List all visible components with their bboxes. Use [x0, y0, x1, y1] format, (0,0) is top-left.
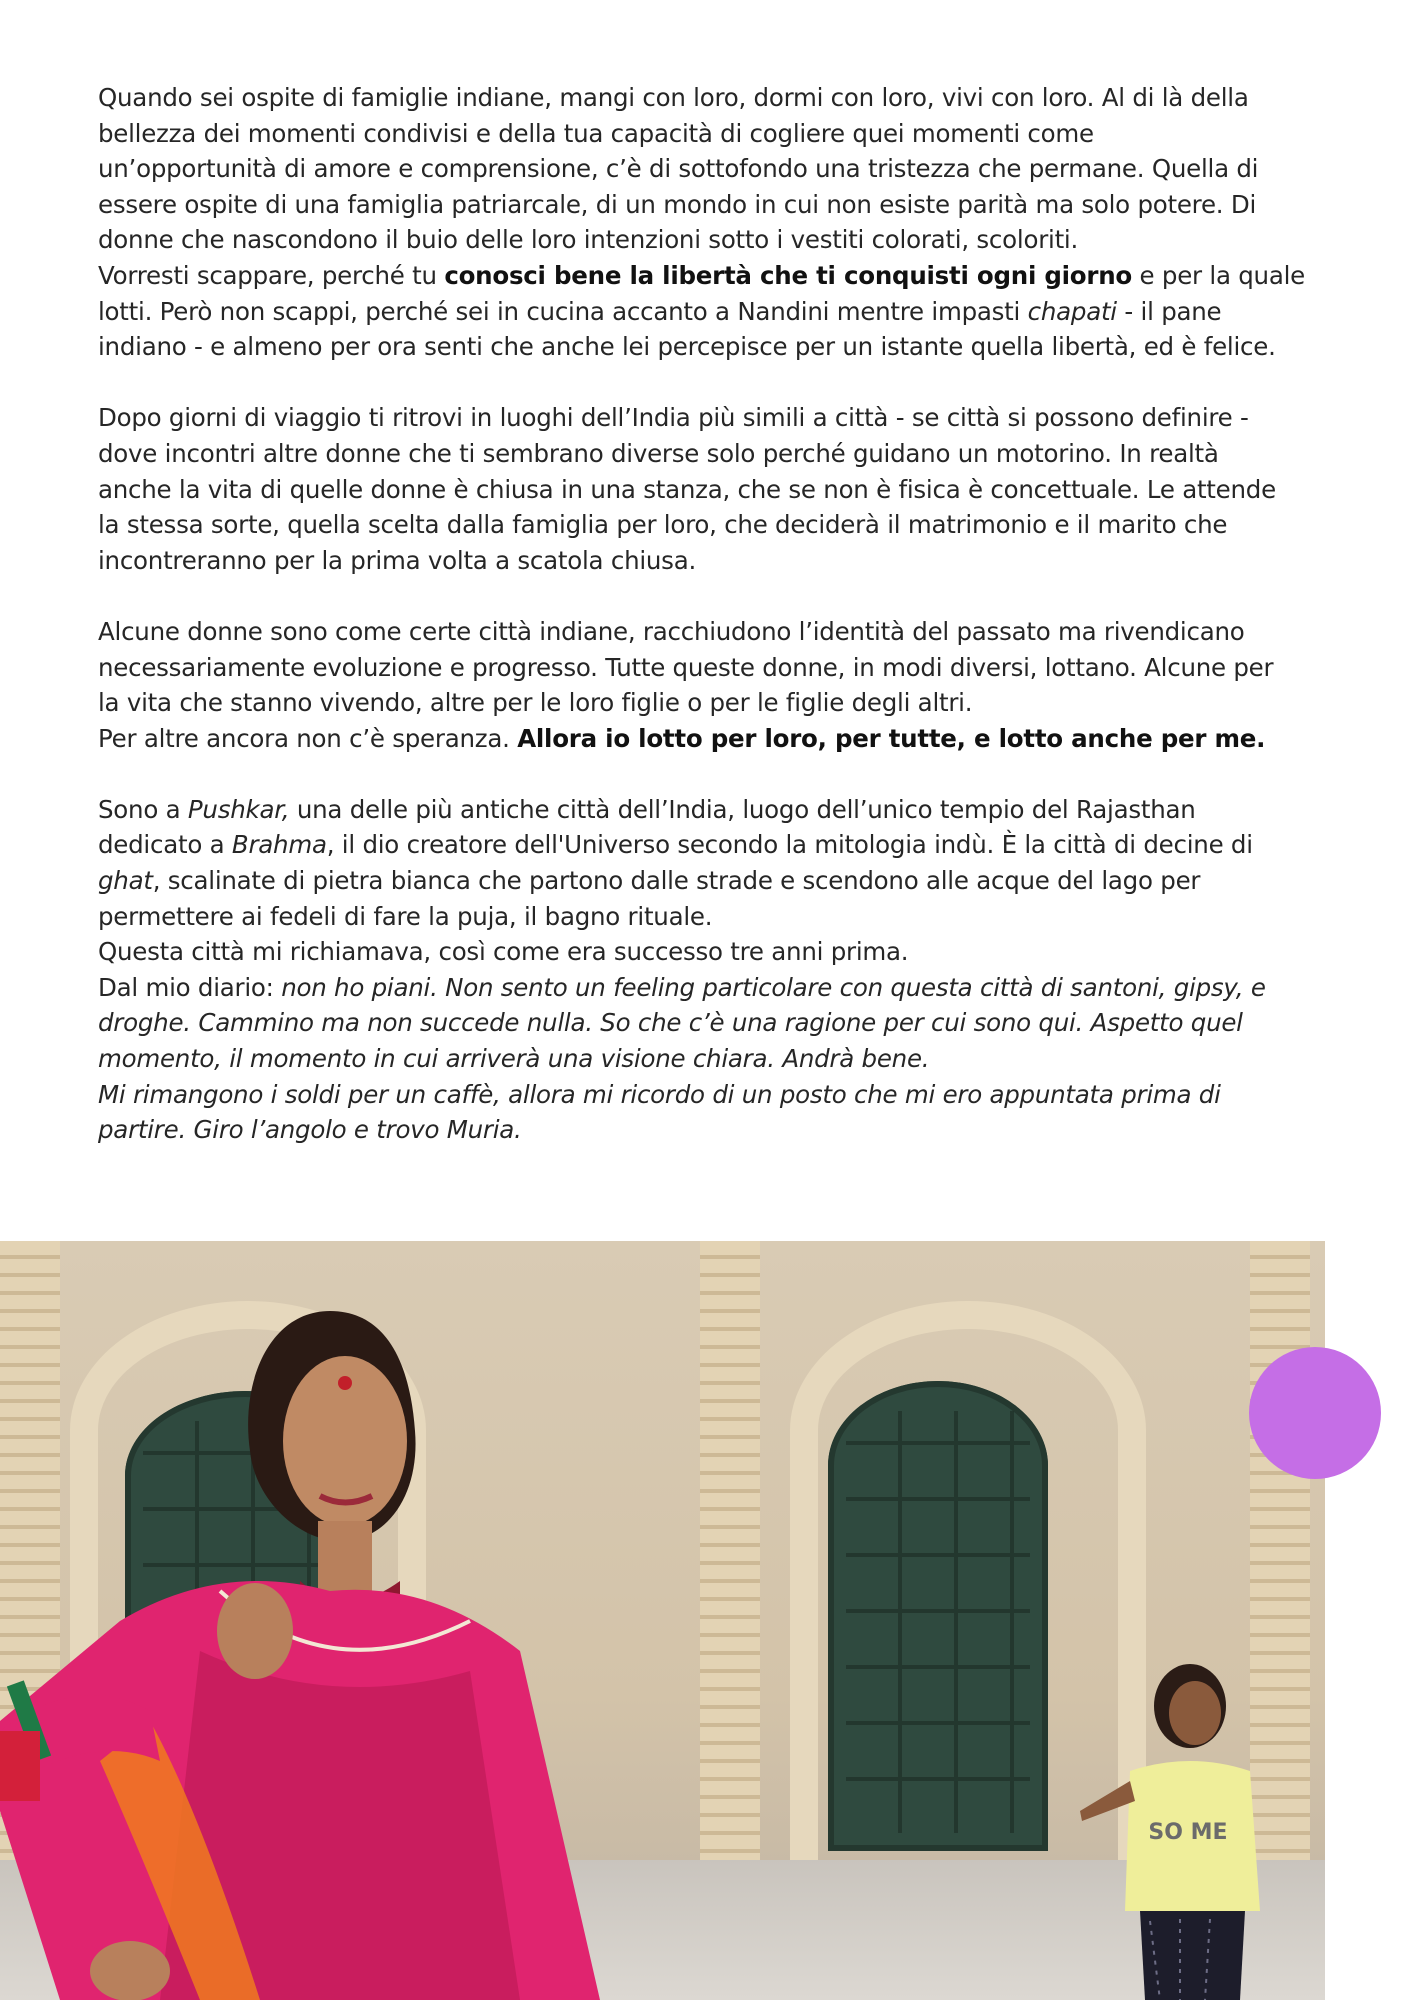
tshirt-print: SO ME: [1148, 1820, 1228, 1845]
text-run: lotti. Però non scappi, perché sei in cucina accanto a Nandini mentre impasti: [98, 296, 1028, 326]
text-run: Vorresti scappare, perché tu: [98, 260, 445, 290]
text-line: [98, 1112, 1330, 1148]
text-line: la vita che stanno vivendo, altre per le loro figlie o per le figlie degli altri.: [98, 688, 973, 718]
bold-emphasis: conosci bene la libertà che ti conquisti ogni giorno: [444, 260, 1132, 290]
text-run: , scalinate di pietra bianca che partono dalle strade e scendono alle acque del lago per: [152, 866, 1201, 896]
text-line: essere ospite di una famiglia patriarcale, di un mondo in cui non esiste parità ma solo potere. Di: [98, 189, 1257, 219]
carved-pillar: [700, 1241, 760, 1881]
text-line: Alcune donne sono come certe città indiane, racchiudono l’identità del passato ma rivendicano: [98, 616, 1245, 646]
text-line: Questa città mi richiamava, così come era successo tre anni prima.: [98, 937, 909, 967]
text-line: [98, 1077, 1330, 1113]
text-line: [98, 294, 1330, 330]
green-door: [828, 1381, 1048, 1851]
paragraph-1: [98, 80, 1330, 365]
text-run: e per la quale: [1132, 260, 1305, 290]
diary-quote: non ho piani. Non sento un feeling particolare con questa città di santoni, gipsy, e: [281, 972, 1266, 1002]
text-line: permettere ai fedeli di fare la puja, il bagno rituale.: [98, 901, 713, 931]
paragraph-3: [98, 614, 1330, 756]
text-line: necessariamente evoluzione e progresso. Tutte queste donne, in modi diversi, lottano. Alcune per: [98, 652, 1274, 682]
text-line: anche la vita di quelle donne è chiusa in una stanza, che se non è fisica è concettuale. Le attende: [98, 474, 1276, 504]
text-line: Quando sei ospite di famiglie indiane, mangi con loro, dormi con loro, vivi con loro. Al di là della: [98, 83, 1249, 112]
italic-term: Pushkar,: [187, 794, 290, 824]
girl-figure: [1080, 1661, 1280, 2000]
paragraph-4: [98, 792, 1330, 1148]
italic-term: Brahma: [231, 830, 327, 860]
text-line: [98, 1005, 1330, 1041]
bold-emphasis: Allora io lotto per loro, per tutte, e lotto anche per me.: [517, 723, 1266, 753]
photo-women-courtyard: [0, 1241, 1325, 2000]
diary-quote: momento, il momento in cui arriverà una visione chiara. Andrà bene.: [98, 1044, 930, 1074]
text-line: [98, 1041, 1330, 1077]
text-line: bellezza dei momenti condivisi e della tua capacità di cogliere quei momenti come: [98, 118, 1094, 148]
text-line: incontreranno per la prima volta a scatola chiusa.: [98, 545, 697, 575]
text-line: dove incontri altre donne che ti sembrano diverse solo perché guidano un motorino. In realtà: [98, 438, 1219, 468]
text-line: [98, 258, 1330, 294]
text-line: [98, 863, 1330, 899]
text-line: donne che nascondono il buio delle loro intenzioni sotto i vestiti colorati, scoloriti.: [98, 225, 1079, 255]
text-line: [98, 827, 1330, 863]
text-line: [98, 970, 1330, 1006]
text-run: una delle più antiche città dell’India, luogo dell’unico tempio del Rajasthan: [289, 794, 1196, 824]
text-line: un’opportunità di amore e comprensione, c’è di sottofondo una tristezza che permane. Quella di: [98, 154, 1259, 184]
decorative-circle: [1249, 1347, 1381, 1479]
text-run: dedicato a: [98, 830, 232, 860]
diary-quote: partire. Giro l’angolo e trovo Muria.: [98, 1115, 522, 1145]
woman-figure: [0, 1291, 640, 2000]
text-line: [98, 792, 1330, 828]
text-line: [98, 721, 1330, 757]
article-text: [98, 80, 1330, 1148]
text-line: la stessa sorte, quella scelta dalla famiglia per loro, che deciderà il matrimonio e il marito che: [98, 510, 1228, 540]
text-run: - il pane: [1116, 296, 1222, 326]
italic-term: ghat: [98, 866, 153, 896]
diary-quote: droghe. Cammino ma non succede nulla. So che c’è una ragione per cui sono qui. Aspetto quel: [98, 1008, 1243, 1038]
text-run: Dal mio diario:: [98, 972, 282, 1002]
text-run: Sono a: [98, 794, 188, 824]
text-line: indiano - e almeno per ora senti che anche lei percepisce per un istante quella libertà, ed è felice.: [98, 332, 1276, 362]
italic-term: chapati: [1027, 296, 1117, 326]
paragraph-2: [98, 400, 1330, 578]
text-line: Dopo giorni di viaggio ti ritrovi in luoghi dell’India più simili a città - se città si possono definire -: [98, 403, 1249, 433]
text-run: Per altre ancora non c’è speranza.: [98, 723, 518, 753]
diary-quote: Mi rimangono i soldi per un caffè, allora mi ricordo di un posto che mi ero appuntata prima di: [98, 1079, 1221, 1109]
text-run: , il dio creatore dell'Universo secondo la mitologia indù. È la città di decine di: [326, 830, 1253, 860]
